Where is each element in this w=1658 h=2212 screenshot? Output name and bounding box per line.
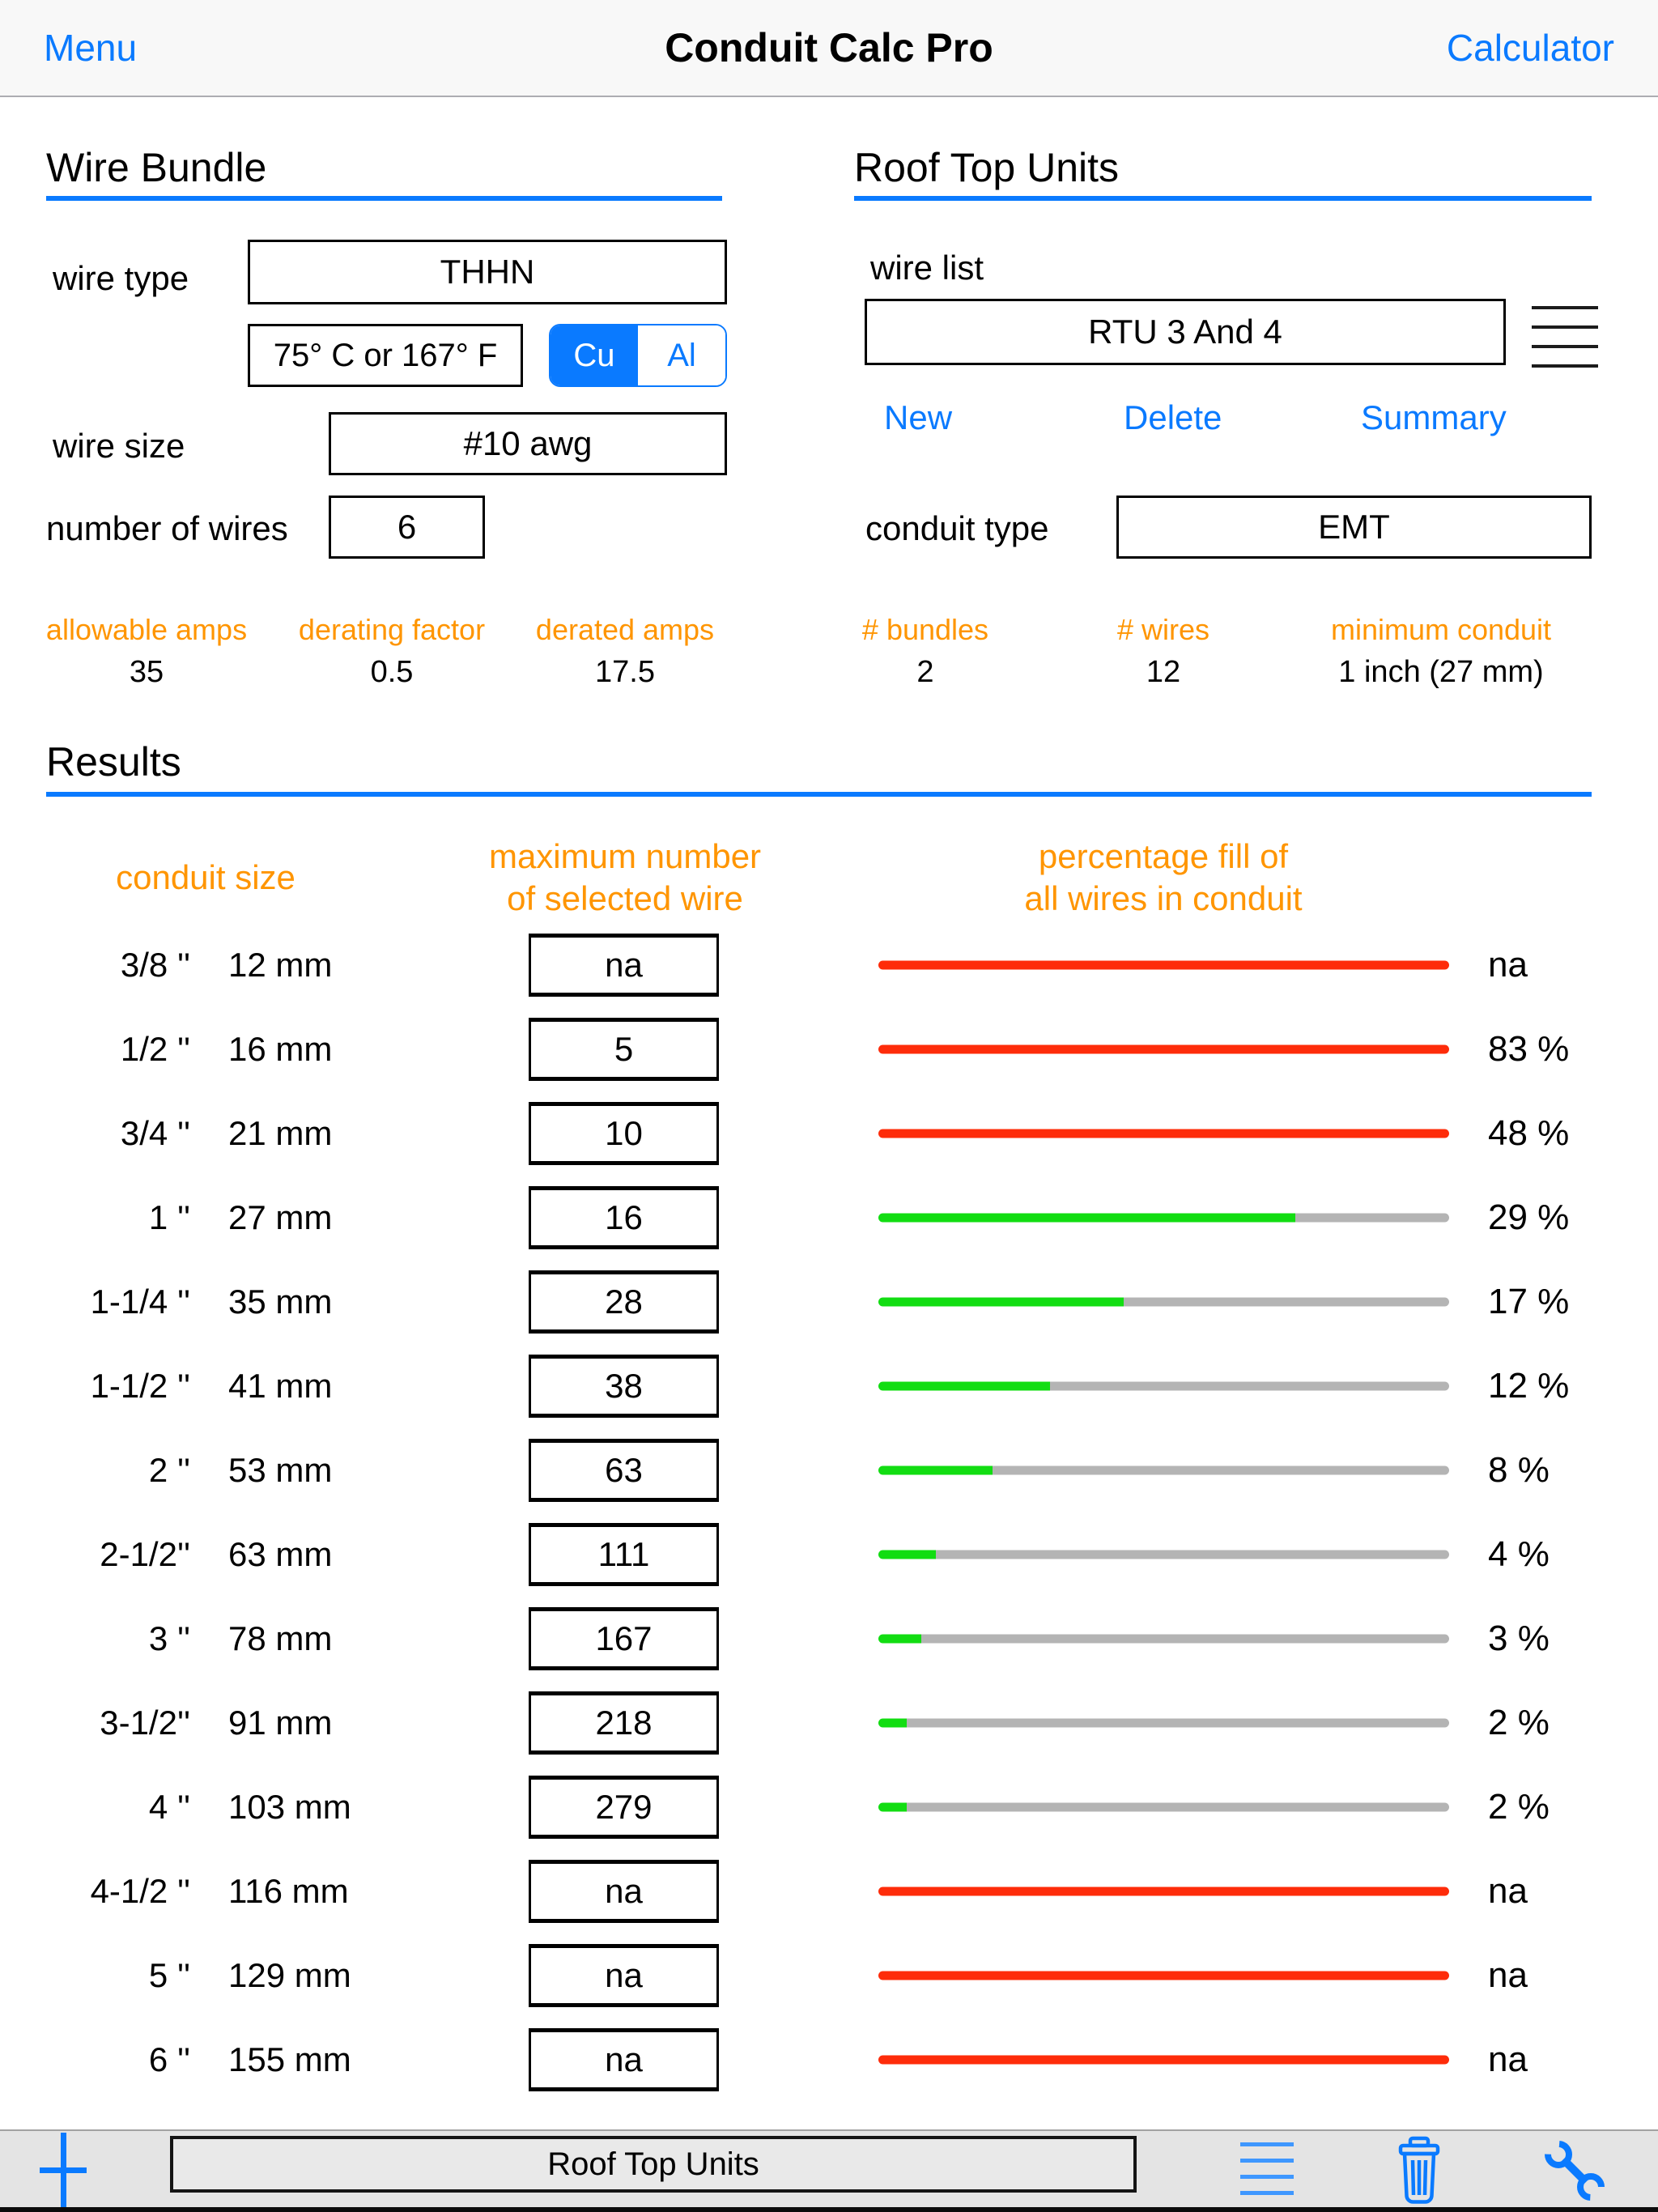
max-wires-box [529, 1439, 719, 1502]
fill-bar [878, 1382, 1449, 1391]
result-row [0, 1849, 1658, 1933]
max-wires-value: na [605, 1956, 643, 1994]
fill-bar [878, 1635, 1449, 1644]
conduit-size-inches: 3/8 '' [120, 946, 190, 984]
calculator-button[interactable]: Calculator [1446, 27, 1614, 69]
conduit-size-mm: 53 mm [228, 1451, 333, 1489]
result-row [0, 2018, 1658, 2102]
result-row [0, 1344, 1658, 1428]
fill-percentage: na [1488, 2040, 1528, 2079]
wrench-icon[interactable] [1543, 2139, 1606, 2202]
temp-rating-value: 75° C or 167° F [273, 337, 498, 373]
max-wires-box [529, 1691, 719, 1755]
fill-bar-gray-segment [1124, 1298, 1449, 1307]
conduit-size-inches: 1 '' [148, 1198, 190, 1236]
wire-list-label: wire list [870, 249, 984, 287]
conduit-size-mm: 16 mm [228, 1030, 333, 1068]
fill-percentage: 83 % [1488, 1029, 1570, 1069]
result-row [0, 1428, 1658, 1512]
result-row [0, 1091, 1658, 1176]
conduit-type-field[interactable] [1116, 496, 1592, 559]
fill-bar-red-segment [878, 1129, 1449, 1138]
plus-icon[interactable] [37, 2133, 89, 2207]
fill-bar-green-segment [878, 1466, 993, 1475]
material-al-button[interactable]: Al [638, 325, 725, 385]
stat-cell [536, 613, 714, 690]
conduit-size-mm: 21 mm [228, 1114, 333, 1152]
wire-size-field[interactable] [329, 412, 727, 475]
col-header-conduit-size: conduit size [116, 858, 295, 896]
max-wires-value: 16 [605, 1198, 643, 1236]
fill-bar [878, 961, 1449, 970]
conduit-size-mm: 63 mm [228, 1535, 333, 1573]
col-header-max-line2: of selected wire [507, 879, 743, 917]
conduit-size-mm: 78 mm [228, 1619, 333, 1657]
nav-bar [0, 0, 1658, 97]
fill-bar [878, 1551, 1449, 1559]
max-wires-value: 167 [595, 1619, 653, 1657]
conduit-size-inches: 5 '' [148, 1956, 190, 1994]
max-wires-box [529, 2028, 719, 2091]
max-wires-box [529, 1523, 719, 1586]
conduit-size-inches: 4-1/2 '' [90, 1872, 190, 1910]
max-wires-box [529, 1102, 719, 1165]
fill-bar-red-segment [878, 961, 1449, 970]
max-wires-box [529, 1607, 719, 1670]
fill-bar-gray-segment [907, 1803, 1449, 1812]
fill-bar-red-segment [878, 1887, 1449, 1896]
toolbar-list-name-field[interactable] [170, 2136, 1137, 2193]
fill-percentage: na [1488, 1955, 1528, 1995]
fill-bar [878, 1214, 1449, 1223]
results-underline [46, 792, 1592, 797]
max-wires-value: na [605, 946, 643, 984]
home-indicator-strip [0, 2207, 1658, 2212]
fill-percentage: na [1488, 945, 1528, 985]
max-wires-value: 111 [597, 1535, 650, 1573]
stat-label: minimum conduit [1330, 613, 1552, 646]
result-row [0, 923, 1658, 1007]
max-wires-value: na [605, 2040, 643, 2078]
fill-bar [878, 2056, 1449, 2065]
hamburger-icon[interactable] [1532, 306, 1598, 368]
conduit-type-label: conduit type [865, 509, 1049, 547]
fill-bar-gray-segment [1295, 1214, 1449, 1223]
summary-button[interactable]: Summary [1361, 398, 1507, 436]
wire-bundle-underline [46, 196, 722, 201]
fill-percentage: 2 % [1488, 1787, 1550, 1827]
conduit-size-mm: 35 mm [228, 1283, 333, 1321]
fill-bar [878, 1466, 1449, 1475]
conduit-size-mm: 41 mm [228, 1367, 333, 1405]
fill-bar-gray-segment [907, 1719, 1449, 1728]
fill-bar-gray-segment [993, 1466, 1449, 1475]
conduit-size-inches: 3/4 '' [120, 1114, 190, 1152]
max-wires-box [529, 1186, 719, 1249]
max-wires-value: na [605, 1872, 643, 1910]
fill-percentage: 8 % [1488, 1450, 1550, 1490]
conduit-type-value: EMT [1318, 508, 1390, 546]
result-row [0, 1681, 1658, 1765]
conduit-size-inches: 2-1/2'' [100, 1535, 190, 1573]
conduit-size-mm: 12 mm [228, 946, 333, 984]
col-header-pct-line1: percentage fill of [1038, 837, 1289, 875]
max-wires-box [529, 1944, 719, 2007]
conduit-size-mm: 103 mm [228, 1788, 351, 1826]
stat-label: derated amps [535, 613, 715, 646]
max-wires-value: 218 [595, 1704, 653, 1742]
conduit-size-inches: 3 '' [148, 1619, 190, 1657]
stat-value: 17.5 [595, 655, 655, 689]
col-header-pct-line2: all wires in conduit [1024, 879, 1303, 917]
number-of-wires-value: 6 [397, 508, 417, 546]
wire-type-label: wire type [53, 259, 189, 297]
result-row [0, 1765, 1658, 1849]
stat-cell [1117, 613, 1209, 690]
conduit-size-inches: 1/2 '' [120, 1030, 190, 1068]
fill-bar-gray-segment [921, 1635, 1449, 1644]
fill-bar-gray-segment [936, 1551, 1450, 1559]
stat-value: 35 [129, 655, 164, 689]
conduit-size-inches: 1-1/4 '' [90, 1283, 190, 1321]
conduit-size-mm: 129 mm [228, 1956, 351, 1994]
result-row [0, 1007, 1658, 1091]
max-wires-box [529, 934, 719, 997]
max-wires-box [529, 1018, 719, 1081]
stat-label: allowable amps [45, 613, 248, 646]
list-icon[interactable] [1240, 2142, 1294, 2196]
fill-percentage: 17 % [1488, 1282, 1570, 1321]
fill-percentage: 3 % [1488, 1619, 1550, 1658]
fill-bar [878, 1972, 1449, 1980]
number-of-wires-label: number of wires [46, 509, 288, 547]
conduit-size-mm: 155 mm [228, 2040, 351, 2078]
fill-bar-green-segment [878, 1719, 907, 1728]
max-wires-value: 279 [595, 1788, 653, 1826]
wire-list-field[interactable] [865, 299, 1506, 365]
stat-cell [862, 613, 988, 690]
fill-bar [878, 1045, 1449, 1054]
max-wires-box [529, 1860, 719, 1923]
wire-bundle-title: Wire Bundle [46, 145, 267, 190]
fill-bar-green-segment [878, 1214, 1295, 1223]
fill-bar-green-segment [878, 1803, 907, 1812]
fill-bar-green-segment [878, 1635, 921, 1644]
rtu-underline [854, 196, 1592, 201]
toolbar-list-name-value: Roof Top Units [547, 2146, 759, 2182]
conduit-size-mm: 91 mm [228, 1704, 333, 1742]
conduit-size-inches: 6 '' [148, 2040, 190, 2078]
fill-bar-gray-segment [1050, 1382, 1450, 1391]
conduit-size-inches: 1-1/2 '' [90, 1367, 190, 1405]
results-title: Results [46, 739, 181, 785]
stat-label: # wires [1116, 613, 1210, 646]
wire-list-value: RTU 3 And 4 [1088, 313, 1282, 351]
max-wires-value: 38 [605, 1367, 643, 1405]
fill-bar-green-segment [878, 1298, 1124, 1307]
wire-type-value: THHN [440, 253, 535, 291]
wire-size-label: wire size [53, 427, 185, 465]
new-button[interactable]: New [884, 398, 953, 436]
fill-bar [878, 1129, 1449, 1138]
fill-bar-red-segment [878, 1972, 1449, 1980]
stat-label: # bundles [861, 613, 989, 646]
col-header-max-line1: maximum number [488, 837, 762, 875]
stat-label: derating factor [298, 613, 486, 646]
fill-bar-red-segment [878, 2056, 1449, 2065]
conduit-size-mm: 27 mm [228, 1198, 333, 1236]
result-row [0, 1933, 1658, 2018]
col-header-max-number [489, 836, 761, 920]
max-wires-value: 10 [605, 1114, 643, 1152]
col-header-percentage-fill [1024, 836, 1302, 920]
trash-icon[interactable] [1394, 2136, 1444, 2206]
conduit-size-mm: 116 mm [228, 1872, 349, 1910]
result-row [0, 1176, 1658, 1260]
number-of-wires-field[interactable] [329, 496, 485, 559]
rtu-title: Roof Top Units [854, 145, 1120, 190]
result-row [0, 1512, 1658, 1597]
max-wires-value: 5 [614, 1030, 634, 1068]
conduit-size-inches: 3-1/2'' [100, 1704, 190, 1742]
max-wires-box [529, 1355, 719, 1418]
fill-percentage: 12 % [1488, 1366, 1570, 1406]
stat-cell [1331, 613, 1551, 690]
fill-percentage: 48 % [1488, 1113, 1570, 1153]
wire-type-field[interactable] [248, 240, 727, 304]
stat-value: 1 inch (27 mm) [1338, 655, 1544, 689]
delete-button[interactable]: Delete [1124, 398, 1222, 436]
fill-percentage: na [1488, 1871, 1528, 1911]
stat-value: 12 [1146, 655, 1181, 689]
stat-value: 0.5 [370, 655, 414, 689]
max-wires-box [529, 1776, 719, 1839]
conduit-size-inches: 4 '' [148, 1788, 190, 1826]
fill-bar-red-segment [878, 1045, 1449, 1054]
fill-bar [878, 1803, 1449, 1812]
max-wires-value: 28 [605, 1283, 643, 1321]
fill-bar [878, 1298, 1449, 1307]
result-row [0, 1260, 1658, 1344]
fill-bar-green-segment [878, 1551, 936, 1559]
menu-button[interactable]: Menu [44, 27, 138, 69]
conduit-size-inches: 2 '' [148, 1451, 190, 1489]
material-segment [549, 324, 727, 387]
fill-percentage: 2 % [1488, 1703, 1550, 1742]
fill-bar-green-segment [878, 1382, 1050, 1391]
page-title: Conduit Calc Pro [665, 25, 993, 70]
temp-rating-field[interactable] [248, 324, 523, 387]
material-cu-button[interactable]: Cu [551, 325, 638, 385]
fill-bar [878, 1719, 1449, 1728]
max-wires-box [529, 1270, 719, 1334]
result-row [0, 1597, 1658, 1681]
stat-cell [299, 613, 485, 690]
fill-percentage: 4 % [1488, 1534, 1550, 1574]
max-wires-value: 63 [605, 1451, 643, 1489]
stat-cell [46, 613, 247, 690]
fill-percentage: 29 % [1488, 1197, 1570, 1237]
wire-size-value: #10 awg [463, 424, 593, 462]
fill-bar [878, 1887, 1449, 1896]
stat-value: 2 [916, 655, 934, 689]
